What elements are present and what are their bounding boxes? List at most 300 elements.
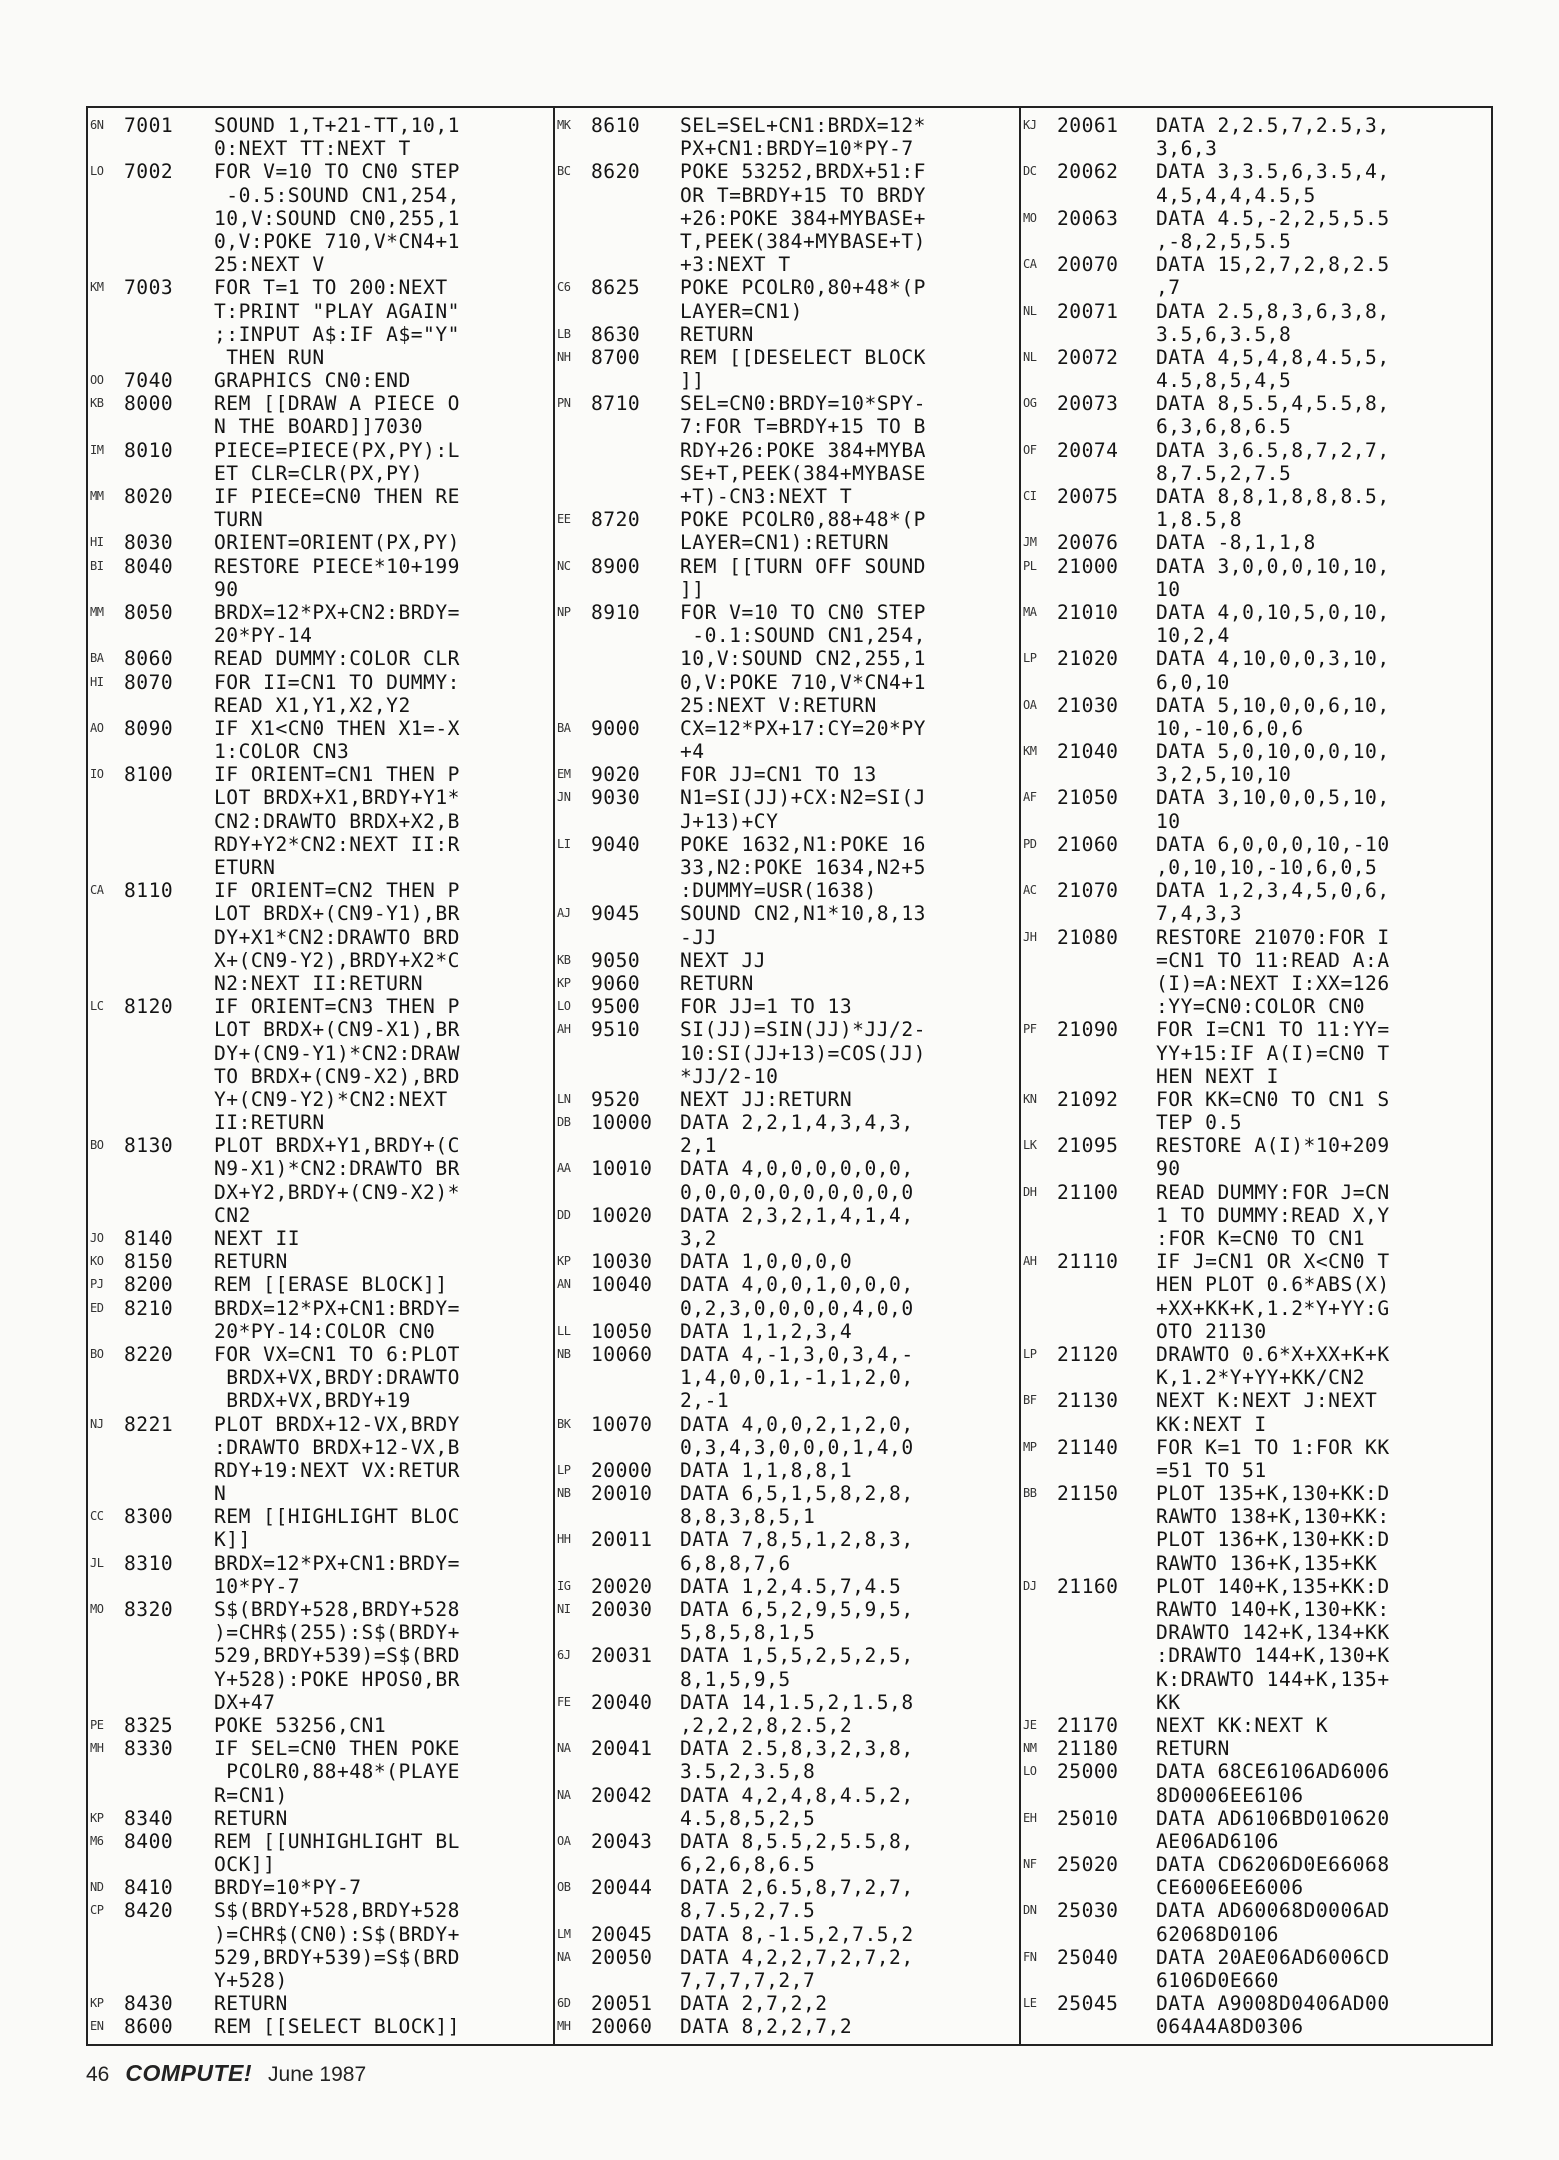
checksum-code: AH <box>557 1022 571 1037</box>
line-number: 20063 <box>1057 206 1119 230</box>
checksum-code: JM <box>1023 535 1037 550</box>
checksum-code: LO <box>557 999 571 1014</box>
code-line <box>88 1830 554 1853</box>
line-number: 8050 <box>124 600 174 624</box>
line-number: 21180 <box>1057 1737 1119 1761</box>
code-text: READ X1,Y1,X2,Y2 <box>214 693 411 717</box>
line-number: 8420 <box>124 1899 174 1923</box>
code-line <box>88 1366 554 1389</box>
code-text: HEN NEXT I <box>1156 1064 1279 1088</box>
checksum-code: LI <box>557 836 571 851</box>
code-text: +3:NEXT T <box>680 253 791 277</box>
line-number: 21150 <box>1057 1482 1119 1506</box>
code-line <box>88 879 554 902</box>
code-line <box>88 902 554 925</box>
code-line <box>88 1784 554 1807</box>
code-text: FOR JJ=1 TO 13 <box>680 995 853 1019</box>
code-text: REM [[DRAW A PIECE O <box>214 392 460 416</box>
line-number: 9045 <box>591 902 641 926</box>
code-line <box>1021 1760 1495 1783</box>
code-text: :YY=CN0:COLOR CN0 <box>1156 995 1366 1019</box>
code-line <box>555 740 1019 763</box>
checksum-code: DN <box>1023 1903 1037 1918</box>
code-text: DATA 8,5.5,4,5.5,8, <box>1156 392 1390 416</box>
checksum-code: C6 <box>557 280 571 295</box>
checksum-code: OF <box>1023 442 1037 457</box>
checksum-code: CP <box>90 1903 104 1918</box>
code-text: 7,7,7,7,2,7 <box>680 1969 816 1992</box>
code-text: IF ORIENT=CN1 THEN P <box>214 763 460 787</box>
code-text: S$(BRDY+528,BRDY+528 <box>214 1598 460 1621</box>
line-number: 20061 <box>1057 114 1119 137</box>
code-line <box>555 1065 1019 1088</box>
checksum-code: CC <box>90 1509 104 1524</box>
line-number: 21080 <box>1057 925 1119 949</box>
code-text: LOT BRDX+(CN9-X1),BR <box>214 1018 460 1042</box>
code-line <box>555 462 1019 485</box>
code-text: RESTORE 21070:FOR I <box>1156 925 1390 949</box>
code-text: +XX+KK+K,1.2*Y+YY:G <box>1156 1296 1390 1320</box>
code-line <box>88 462 554 485</box>
code-line <box>555 1157 1019 1180</box>
code-line <box>88 439 554 462</box>
code-line <box>88 415 554 438</box>
code-text: T,PEEK(384+MYBASE+T) <box>680 229 926 253</box>
checksum-code: MA <box>1023 604 1037 619</box>
line-number: 9520 <box>591 1087 641 1111</box>
code-line <box>555 1784 1019 1807</box>
code-line <box>555 1273 1019 1296</box>
code-text: DATA 4.5,-2,2,5,5.5 <box>1156 206 1390 230</box>
code-text: 6106D0E660 <box>1156 1969 1279 1992</box>
checksum-code: KO <box>90 1254 104 1269</box>
code-line <box>1021 949 1495 972</box>
code-text: DATA 4,2,4,8,4.5,2, <box>680 1783 914 1807</box>
code-text: 10,V:SOUND CN2,255,1 <box>680 647 926 671</box>
code-line <box>1021 1807 1495 1830</box>
code-text: N1=SI(JJ)+CX:N2=SI(J <box>680 786 926 810</box>
code-line <box>555 439 1019 462</box>
code-line <box>555 694 1019 717</box>
code-text: 33,N2:POKE 1634,N2+5 <box>680 856 926 879</box>
code-line <box>555 1621 1019 1644</box>
code-line <box>88 369 554 392</box>
checksum-code: OO <box>90 373 104 388</box>
code-line <box>1021 531 1495 554</box>
code-line <box>1021 647 1495 670</box>
line-number: 8090 <box>124 716 174 740</box>
code-text: FOR VX=CN1 TO 6:PLOT <box>214 1342 460 1366</box>
code-text: X+(CN9-Y2),BRDY+X2*C <box>214 948 460 972</box>
checksum-code: CA <box>1023 257 1037 272</box>
checksum-code: NA <box>557 1741 571 1756</box>
line-number: 20076 <box>1057 531 1119 555</box>
line-number: 20075 <box>1057 485 1119 508</box>
code-line <box>1021 114 1495 137</box>
code-text: DATA 2,7,2,2 <box>680 1992 828 2016</box>
code-text: DX+47 <box>214 1690 276 1714</box>
code-text: 20*PY-14:COLOR CN0 <box>214 1319 436 1343</box>
code-text: DATA 6,5,1,5,8,2,8, <box>680 1482 914 1506</box>
code-text: DATA 1,2,3,4,5,0,6, <box>1156 879 1390 903</box>
code-line <box>555 1366 1019 1389</box>
code-line <box>1021 276 1495 299</box>
code-line <box>555 1227 1019 1250</box>
line-number: 8325 <box>124 1713 174 1737</box>
code-line <box>88 647 554 670</box>
checksum-code: MM <box>90 489 104 503</box>
code-line <box>1021 833 1495 856</box>
line-number: 20050 <box>591 1945 653 1969</box>
code-text: DATA 14,1.5,2,1.5,8 <box>680 1690 914 1714</box>
code-line <box>1021 1297 1495 1320</box>
line-number: 8020 <box>124 485 174 508</box>
line-number: 10030 <box>591 1250 653 1274</box>
code-line <box>555 346 1019 369</box>
code-text: DATA 6,0,0,0,10,-10 <box>1156 832 1390 856</box>
code-line <box>555 1899 1019 1922</box>
code-text: DATA 4,0,0,2,1,2,0, <box>680 1412 914 1436</box>
code-text: NEXT K:NEXT J:NEXT <box>1156 1389 1378 1413</box>
code-line <box>1021 1853 1495 1876</box>
checksum-code: DD <box>557 1207 571 1222</box>
code-line <box>555 1598 1019 1621</box>
line-number: 8110 <box>124 879 174 903</box>
code-line <box>88 1320 554 1343</box>
code-line <box>555 1575 1019 1598</box>
code-line <box>88 207 554 230</box>
code-line <box>88 1181 554 1204</box>
code-line <box>88 160 554 183</box>
code-line <box>88 1459 554 1482</box>
code-line <box>1021 1691 1495 1714</box>
line-number: 21095 <box>1057 1134 1119 1158</box>
code-line <box>1021 508 1495 531</box>
code-text: DATA 8,8,1,8,8,8.5, <box>1156 485 1390 508</box>
code-line <box>88 1042 554 1065</box>
line-number: 10000 <box>591 1111 653 1135</box>
code-text: SI(JJ)=SIN(JJ)*JJ/2- <box>680 1018 926 1042</box>
code-text: LOT BRDX+X1,BRDY+Y1* <box>214 786 460 810</box>
checksum-code: FN <box>1023 1949 1037 1964</box>
code-line <box>555 578 1019 601</box>
code-text: 0,V:POKE 710,V*CN4+1 <box>214 229 460 253</box>
code-line <box>1021 1552 1495 1575</box>
code-line <box>88 346 554 369</box>
code-line <box>88 508 554 531</box>
code-text: ,0,10,10,-10,6,0,5 <box>1156 856 1378 879</box>
code-text: DATA 3,6.5,8,7,2,7, <box>1156 438 1390 462</box>
code-text: POKE PCOLR0,80+48*(P <box>680 276 926 300</box>
code-text: :FOR K=CN0 TO CN1 <box>1156 1227 1366 1250</box>
line-number: 20045 <box>591 1922 653 1946</box>
checksum-code: AJ <box>557 906 571 921</box>
code-text: DATA 15,2,7,2,8,2.5 <box>1156 253 1390 277</box>
line-number: 20044 <box>591 1876 653 1900</box>
line-number: 21090 <box>1057 1018 1119 1042</box>
code-text: =CN1 TO 11:READ A:A <box>1156 948 1390 972</box>
code-text: DATA 3,10,0,0,5,10, <box>1156 786 1390 810</box>
line-number: 9040 <box>591 832 641 856</box>
checksum-code: BK <box>557 1416 571 1431</box>
code-text: DRAWTO 0.6*X+XX+K+K <box>1156 1342 1390 1366</box>
code-text: TURN <box>214 508 264 532</box>
code-text: LAYER=CN1):RETURN <box>680 531 890 555</box>
code-line <box>555 1111 1019 1134</box>
checksum-code: PN <box>557 396 571 411</box>
code-text: 0:NEXT TT:NEXT T <box>214 137 411 161</box>
code-line <box>555 300 1019 323</box>
code-line <box>1021 1644 1495 1667</box>
code-line <box>555 207 1019 230</box>
code-text: REM [[ERASE BLOCK]] <box>214 1273 448 1297</box>
code-text: DATA 3,3.5,6,3.5,4, <box>1156 160 1390 184</box>
code-line <box>555 137 1019 160</box>
code-line <box>88 1528 554 1551</box>
code-text: FOR K=1 TO 1:FOR KK <box>1156 1435 1390 1459</box>
code-line <box>555 1714 1019 1737</box>
code-line <box>88 1876 554 1899</box>
code-text: 0,V:POKE 710,V*CN4+1 <box>680 670 926 694</box>
code-text: SE+T,PEEK(384+MYBASE <box>680 461 926 485</box>
code-text: RETURN <box>214 1806 288 1830</box>
line-number: 10010 <box>591 1157 653 1181</box>
code-line <box>88 578 554 601</box>
checksum-code: KB <box>90 396 104 411</box>
code-text: BRDX=12*PX+CN1:BRDY= <box>214 1296 460 1320</box>
code-line <box>1021 369 1495 392</box>
code-text: REM [[TURN OFF SOUND <box>680 554 926 578</box>
checksum-code: LN <box>557 1091 571 1106</box>
checksum-code: NM <box>1023 1741 1037 1756</box>
checksum-code: BO <box>90 1138 104 1153</box>
code-text: DATA 1,2,4.5,7,4.5 <box>680 1574 902 1598</box>
code-text: DATA 4,0,10,5,0,10, <box>1156 600 1390 624</box>
code-line <box>1021 1668 1495 1691</box>
code-line <box>555 1042 1019 1065</box>
line-number: 8310 <box>124 1551 174 1575</box>
code-line <box>88 1250 554 1273</box>
code-text: DATA -8,1,1,8 <box>1156 531 1316 555</box>
code-line <box>555 1459 1019 1482</box>
line-number: 8120 <box>124 995 174 1019</box>
code-text: AE06AD6106 <box>1156 1829 1279 1853</box>
checksum-code: KJ <box>1023 118 1037 132</box>
line-number: 10060 <box>591 1342 653 1366</box>
code-line <box>88 1227 554 1250</box>
checksum-code: 6D <box>557 1996 571 2011</box>
code-line <box>1021 415 1495 438</box>
line-number: 20010 <box>591 1482 653 1506</box>
code-line <box>555 972 1019 995</box>
code-line <box>555 1320 1019 1343</box>
code-text: +4 <box>680 740 705 764</box>
code-text: 8,7.5,2,7.5 <box>680 1899 816 1923</box>
line-number: 8300 <box>124 1505 174 1529</box>
code-text: DRAWTO 142+K,134+KK <box>1156 1621 1390 1645</box>
code-line <box>1021 1459 1495 1482</box>
code-text: BRDX+VX,BRDY:DRAWTO <box>214 1366 460 1390</box>
line-number: 21100 <box>1057 1180 1119 1204</box>
code-text: IF SEL=CN0 THEN POKE <box>214 1737 460 1761</box>
code-text: 2,1 <box>680 1134 717 1158</box>
code-text: 0,3,4,3,0,0,0,1,4,0 <box>680 1435 914 1459</box>
checksum-code: LB <box>557 326 571 341</box>
code-line <box>1021 1065 1495 1088</box>
code-line <box>88 1389 554 1412</box>
code-line <box>555 392 1019 415</box>
code-line <box>1021 1042 1495 1065</box>
code-text: N9-X1)*CN2:DRAWTO BR <box>214 1157 460 1181</box>
checksum-code: KM <box>90 280 104 295</box>
code-line <box>555 1413 1019 1436</box>
code-text: PCOLR0,88+48*(PLAYE <box>214 1760 460 1784</box>
code-text: DATA 1,0,0,0,0 <box>680 1250 853 1274</box>
code-line <box>88 1714 554 1737</box>
checksum-code: MO <box>90 1602 104 1616</box>
code-text: LAYER=CN1) <box>680 299 803 323</box>
code-text: Y+528):POKE HPOS0,BR <box>214 1667 460 1691</box>
code-text: FOR I=CN1 TO 11:YY= <box>1156 1018 1390 1042</box>
code-line <box>555 926 1019 949</box>
checksum-code: CA <box>90 883 104 898</box>
code-line <box>1021 786 1495 809</box>
code-text: Y+(CN9-Y2)*CN2:NEXT <box>214 1087 448 1111</box>
code-text: SEL=SEL+CN1:BRDX=12* <box>680 114 926 137</box>
line-number: 8000 <box>124 392 174 416</box>
code-text: K]] <box>214 1528 251 1552</box>
line-number: 10050 <box>591 1319 653 1343</box>
code-text: IF ORIENT=CN3 THEN P <box>214 995 460 1019</box>
code-line <box>1021 671 1495 694</box>
checksum-code: HH <box>557 1532 571 1547</box>
code-line <box>555 624 1019 647</box>
code-line <box>555 415 1019 438</box>
code-text: 10,2,4 <box>1156 624 1230 648</box>
code-line <box>88 2015 554 2038</box>
code-line <box>88 253 554 276</box>
code-line <box>88 1668 554 1691</box>
line-number: 8130 <box>124 1134 174 1158</box>
code-line <box>88 276 554 299</box>
code-line <box>1021 902 1495 925</box>
code-text: RDY+Y2*CN2:NEXT II:R <box>214 832 460 856</box>
code-text: :DRAWTO 144+K,130+K <box>1156 1644 1390 1668</box>
code-text: PX+CN1:BRDY=10*PY-7 <box>680 137 914 161</box>
line-number: 8410 <box>124 1876 174 1900</box>
checksum-code: NA <box>557 1949 571 1964</box>
code-text: *JJ/2-10 <box>680 1064 779 1088</box>
code-line <box>555 1830 1019 1853</box>
code-line <box>1021 160 1495 183</box>
line-number: 20070 <box>1057 253 1119 277</box>
code-text: DATA 3,0,0,0,10,10, <box>1156 554 1390 578</box>
checksum-code: IM <box>90 442 104 457</box>
checksum-code: BA <box>90 651 104 666</box>
code-line <box>1021 1157 1495 1180</box>
code-text: DATA 4,0,0,1,0,0,0, <box>680 1273 914 1297</box>
line-number: 8221 <box>124 1412 174 1436</box>
code-line <box>88 392 554 415</box>
code-text: 25:NEXT V <box>214 253 325 277</box>
code-line <box>1021 717 1495 740</box>
code-line <box>88 1134 554 1157</box>
line-number: 20000 <box>591 1458 653 1482</box>
code-line <box>88 1273 554 1296</box>
code-text: 7,4,3,3 <box>1156 902 1243 926</box>
code-line <box>1021 1876 1495 1899</box>
code-text: REM [[HIGHLIGHT BLOC <box>214 1505 460 1529</box>
line-number: 20041 <box>591 1737 653 1761</box>
code-text: FOR II=CN1 TO DUMMY: <box>214 670 460 694</box>
line-number: 20042 <box>591 1783 653 1807</box>
code-line <box>555 810 1019 833</box>
line-number: 21120 <box>1057 1342 1119 1366</box>
code-line <box>88 531 554 554</box>
line-number: 21040 <box>1057 740 1119 764</box>
checksum-code: BO <box>90 1346 104 1361</box>
line-number: 20030 <box>591 1598 653 1621</box>
code-line <box>1021 601 1495 624</box>
code-line <box>1021 1923 1495 1946</box>
listing-column-3 <box>1021 114 1495 2038</box>
code-line <box>1021 323 1495 346</box>
line-number: 8910 <box>591 600 641 624</box>
code-text: 1,4,0,0,1,-1,1,2,0, <box>680 1366 914 1390</box>
checksum-code: DH <box>1023 1184 1037 1199</box>
checksum-code: LP <box>1023 651 1037 666</box>
checksum-code: 6N <box>90 118 104 132</box>
code-line <box>88 624 554 647</box>
checksum-code: BF <box>1023 1393 1037 1408</box>
line-number: 8150 <box>124 1250 174 1274</box>
line-number: 20073 <box>1057 392 1119 416</box>
code-line <box>88 137 554 160</box>
listing-frame <box>86 106 1493 2046</box>
line-number: 8060 <box>124 647 174 671</box>
code-text: OTO 21130 <box>1156 1319 1267 1343</box>
code-line <box>555 879 1019 902</box>
code-line <box>88 1111 554 1134</box>
checksum-code: PJ <box>90 1277 104 1292</box>
code-text: FOR JJ=CN1 TO 13 <box>680 763 877 787</box>
code-text: DATA 4,5,4,8,4.5,5, <box>1156 345 1390 369</box>
code-line <box>555 856 1019 879</box>
code-line <box>555 671 1019 694</box>
code-text: FOR V=10 TO CN0 STEP <box>680 600 926 624</box>
code-text: 25:NEXT V:RETURN <box>680 693 877 717</box>
code-text: RETURN <box>214 1250 288 1274</box>
code-line <box>1021 1992 1495 2015</box>
code-line <box>555 1505 1019 1528</box>
code-text: ET CLR=CLR(PX,PY) <box>214 461 424 485</box>
code-line <box>555 647 1019 670</box>
code-line <box>88 694 554 717</box>
code-line <box>555 995 1019 1018</box>
line-number: 8100 <box>124 763 174 787</box>
checksum-code: AF <box>1023 790 1037 805</box>
code-text: DATA 2,2,1,4,3,4,3, <box>680 1111 914 1135</box>
code-text: :DRAWTO BRDX+12-VX,B <box>214 1435 460 1459</box>
code-line <box>1021 1830 1495 1853</box>
line-number: 21140 <box>1057 1435 1119 1459</box>
code-text: -0.1:SOUND CN1,254, <box>680 624 926 648</box>
line-number: 21130 <box>1057 1389 1119 1413</box>
code-text: -0.5:SOUND CN1,254, <box>214 183 460 207</box>
checksum-code: PE <box>90 1717 104 1732</box>
code-line <box>1021 624 1495 647</box>
checksum-code: EM <box>557 767 571 782</box>
